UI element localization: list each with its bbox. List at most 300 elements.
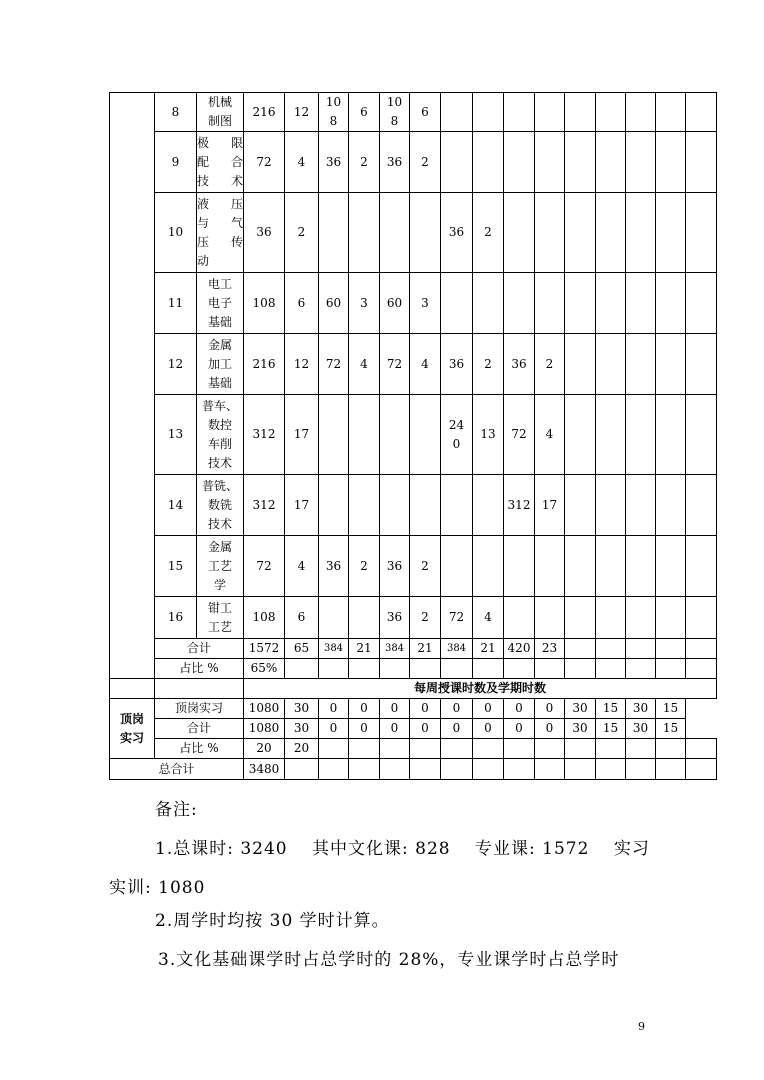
- course-name: [197, 597, 244, 639]
- course-name-part: 技术: [207, 516, 232, 531]
- weekly-header-row: [110, 679, 717, 699]
- internship-label: 顶岗实习: [155, 699, 244, 719]
- s4-credits: 17: [535, 475, 565, 536]
- empty-cell: [155, 679, 244, 699]
- subtotal-s1c: 21: [349, 639, 380, 659]
- course-number: 8: [155, 93, 197, 132]
- internship-value: 30: [285, 719, 319, 739]
- course-name-part: 普铣、: [201, 478, 238, 493]
- s1-credits: [349, 193, 380, 273]
- empty-cell: [319, 739, 349, 759]
- empty-cell: [473, 659, 504, 679]
- internship-value: 0: [473, 699, 504, 719]
- s2-credits: [410, 193, 441, 273]
- s3-credits: [473, 93, 504, 132]
- total-hours: 312: [244, 475, 285, 536]
- s2-credits: [410, 475, 441, 536]
- empty-cell: [565, 536, 596, 597]
- empty-cell: [686, 639, 717, 659]
- s4-hours: 72: [504, 395, 535, 475]
- empty-cell: [596, 475, 626, 536]
- course-name-part: 普车、: [201, 398, 238, 413]
- grand-total-label: 总合计: [110, 759, 244, 780]
- empty-cell: [596, 93, 626, 132]
- empty-cell: [535, 659, 565, 679]
- empty-cell: [626, 193, 656, 273]
- course-name-part: 金属: [207, 337, 232, 352]
- course-name: [197, 334, 244, 395]
- s4-hours: 312: [504, 475, 535, 536]
- internship-ratio-value: 20: [244, 739, 285, 759]
- total-hours: 108: [244, 597, 285, 639]
- s4-hours: [504, 273, 535, 334]
- s3-credits: 2: [473, 193, 504, 273]
- empty-cell: [441, 659, 473, 679]
- course-name: [197, 193, 244, 273]
- s4-credits: 2: [535, 334, 565, 395]
- internship-value: 30: [565, 719, 596, 739]
- course-row: [110, 597, 717, 639]
- empty-cell: [473, 739, 504, 759]
- s2-credits: 2: [410, 132, 441, 193]
- credits: 6: [285, 597, 319, 639]
- empty-cell: [656, 759, 686, 780]
- s2-credits: 3: [410, 273, 441, 334]
- s1-credits: [349, 395, 380, 475]
- s4-hours: [504, 132, 535, 193]
- empty-cell: [565, 759, 596, 780]
- empty-cell: [596, 536, 626, 597]
- s2-credits: 4: [410, 334, 441, 395]
- internship-value: 15: [656, 719, 686, 739]
- empty-cell: [626, 475, 656, 536]
- s2-hours: 36: [380, 132, 410, 193]
- empty-cell: [596, 739, 626, 759]
- total-hours: 108: [244, 273, 285, 334]
- subtotal-s1h: 384: [319, 639, 349, 659]
- course-name-part: 制图: [207, 114, 232, 128]
- s1-credits: 3: [349, 273, 380, 334]
- empty-cell: [596, 659, 626, 679]
- empty-cell: [626, 395, 656, 475]
- s2-hours: 36: [380, 597, 410, 639]
- course-name-part: 液 压: [197, 196, 243, 211]
- empty-cell: [565, 475, 596, 536]
- empty-cell: [596, 395, 626, 475]
- total-hours: 36: [244, 193, 285, 273]
- s1-hours: [319, 395, 349, 475]
- page-number: 9: [638, 1020, 645, 1033]
- empty-cell: [535, 739, 565, 759]
- s2-hours: [380, 475, 410, 536]
- s4-credits: [535, 597, 565, 639]
- s2-credits: [410, 395, 441, 475]
- notes-practice-label: 实习: [613, 839, 650, 859]
- course-table-wrapper: [109, 92, 717, 780]
- s2-hours: 60: [380, 273, 410, 334]
- course-name-part: 机械: [207, 95, 232, 109]
- empty-cell: [565, 273, 596, 334]
- internship-row: [110, 699, 717, 719]
- course-name-part: 电工: [207, 276, 232, 291]
- course-name-part: 基础: [207, 375, 232, 390]
- hours-part: 0: [452, 436, 461, 451]
- course-row: [110, 93, 717, 132]
- internship-value: 0: [380, 699, 410, 719]
- s1-credits: 2: [349, 132, 380, 193]
- empty-cell: [349, 759, 380, 780]
- empty-cell: [565, 132, 596, 193]
- s1-hours: 72: [319, 334, 349, 395]
- empty-cell: [656, 334, 686, 395]
- course-name-part: 工艺: [207, 558, 232, 573]
- s1-credits: 6: [349, 93, 380, 132]
- course-name-part: 数控: [207, 417, 232, 432]
- s1-credits: [349, 597, 380, 639]
- s3-hours: 36: [441, 334, 473, 395]
- course-row: [110, 132, 717, 193]
- empty-cell: [473, 759, 504, 780]
- empty-cell: [626, 93, 656, 132]
- course-name-part: 技术: [207, 455, 232, 470]
- course-name-part: 数铣: [207, 497, 232, 512]
- subtotal-label: 合计: [155, 639, 244, 659]
- empty-cell: [596, 193, 626, 273]
- grand-total-value: 3480: [244, 759, 285, 780]
- empty-cell: [565, 659, 596, 679]
- s2-hours: 36: [380, 536, 410, 597]
- internship-value: 15: [656, 699, 686, 719]
- s1-hours: [319, 193, 349, 273]
- course-name-part: 工艺: [207, 619, 232, 634]
- course-number: 15: [155, 536, 197, 597]
- empty-cell: [565, 334, 596, 395]
- internship-value: 0: [349, 699, 380, 719]
- internship-value: 0: [535, 699, 565, 719]
- empty-cell: [686, 739, 717, 759]
- course-number: 10: [155, 193, 197, 273]
- s1-hours: 60: [319, 273, 349, 334]
- empty-cell: [319, 659, 349, 679]
- course-name-part: 技术: [197, 173, 243, 188]
- grand-total-row: [110, 759, 717, 780]
- s4-hours: [504, 93, 535, 132]
- s3-credits: 13: [473, 395, 504, 475]
- empty-cell: [410, 739, 441, 759]
- credits: 17: [285, 395, 319, 475]
- empty-cell: [504, 739, 535, 759]
- empty-cell: [656, 536, 686, 597]
- empty-cell: [626, 639, 656, 659]
- empty-cell: [380, 659, 410, 679]
- empty-cell: [656, 273, 686, 334]
- hours-part: 8: [390, 114, 399, 128]
- empty-cell: [565, 395, 596, 475]
- notes-line-2: 2.周学时均按 30 学时计算。: [155, 911, 390, 931]
- course-row: [110, 536, 717, 597]
- empty-cell: [596, 639, 626, 659]
- internship-value: 30: [626, 719, 656, 739]
- s1-hours: 36: [319, 132, 349, 193]
- credits: 12: [285, 334, 319, 395]
- internship-value: 1080: [244, 719, 285, 739]
- course-row: [110, 193, 717, 273]
- internship-group-label: [110, 699, 155, 759]
- s3-hours: [441, 475, 473, 536]
- course-name-part: 基础: [207, 314, 232, 329]
- internship-value: 0: [535, 719, 565, 739]
- s2-hours: [380, 93, 410, 132]
- notes-heading: 备注:: [155, 800, 198, 820]
- course-name: [197, 93, 244, 132]
- internship-value: 0: [441, 699, 473, 719]
- empty-cell: [565, 639, 596, 659]
- credits: 4: [285, 132, 319, 193]
- s3-hours: [441, 273, 473, 334]
- s1-credits: [349, 475, 380, 536]
- empty-cell: [380, 739, 410, 759]
- internship-value: 0: [380, 719, 410, 739]
- empty-cell: [686, 536, 717, 597]
- s4-credits: [535, 93, 565, 132]
- s3-credits: [473, 475, 504, 536]
- credits: 17: [285, 475, 319, 536]
- empty-cell: [596, 273, 626, 334]
- empty-cell: [110, 679, 155, 699]
- s2-credits: 2: [410, 536, 441, 597]
- s4-hours: 36: [504, 334, 535, 395]
- empty-cell: [626, 273, 656, 334]
- internship-ratio-label: 占比 %: [155, 739, 244, 759]
- s2-hours: [380, 395, 410, 475]
- course-row: [110, 334, 717, 395]
- course-table-body: [110, 93, 717, 780]
- credits: 2: [285, 193, 319, 273]
- empty-cell: [504, 759, 535, 780]
- empty-cell: [626, 759, 656, 780]
- s3-hours: [441, 395, 473, 475]
- empty-cell: [656, 475, 686, 536]
- internship-value: 0: [410, 699, 441, 719]
- empty-cell: [565, 739, 596, 759]
- empty-cell: [626, 334, 656, 395]
- notes-culture-hours: 其中文化课: 828: [312, 839, 451, 859]
- empty-cell: [626, 739, 656, 759]
- empty-cell: [285, 659, 319, 679]
- internship-label: 合计: [155, 719, 244, 739]
- empty-cell: [686, 273, 717, 334]
- hours-part: 8: [329, 114, 338, 128]
- empty-cell: [441, 739, 473, 759]
- s3-hours: 72: [441, 597, 473, 639]
- empty-cell: [380, 759, 410, 780]
- empty-cell: [656, 193, 686, 273]
- hours-part: 10: [386, 95, 403, 109]
- notes-total-hours: 1.总课时: 3240: [155, 839, 288, 859]
- course-name: [197, 475, 244, 536]
- notes-line-3: 3.文化基础课学时占总学时的 28%，专业课学时占总学时: [158, 950, 620, 970]
- course-name-part: 钳工: [207, 600, 232, 615]
- internship-value: 0: [319, 699, 349, 719]
- course-name: [197, 273, 244, 334]
- course-number: 9: [155, 132, 197, 193]
- empty-cell: [565, 597, 596, 639]
- s1-hours: [319, 475, 349, 536]
- hours-part: 10: [325, 95, 342, 109]
- empty-cell: [626, 597, 656, 639]
- s4-hours: [504, 193, 535, 273]
- empty-cell: [656, 132, 686, 193]
- s1-hours: 36: [319, 536, 349, 597]
- s2-hours: [380, 193, 410, 273]
- course-name-part: 车削: [207, 436, 232, 451]
- empty-cell: [410, 759, 441, 780]
- subtotal-credit: 65: [285, 639, 319, 659]
- course-schedule-table: [109, 92, 717, 780]
- empty-cell: [565, 193, 596, 273]
- s1-hours: [319, 597, 349, 639]
- credits: 4: [285, 536, 319, 597]
- internship-value: 0: [504, 699, 535, 719]
- course-number: 12: [155, 334, 197, 395]
- empty-cell: [686, 334, 717, 395]
- empty-cell: [626, 132, 656, 193]
- course-name: [197, 395, 244, 475]
- s1-credits: 4: [349, 334, 380, 395]
- total-hours: 216: [244, 334, 285, 395]
- empty-cell: [565, 93, 596, 132]
- s3-hours: [441, 93, 473, 132]
- s4-credits: 4: [535, 395, 565, 475]
- credits: 6: [285, 273, 319, 334]
- course-name-part: 与 气: [197, 215, 243, 230]
- empty-cell: [626, 536, 656, 597]
- subtotal-s3h: 384: [441, 639, 473, 659]
- empty-cell: [656, 739, 686, 759]
- internship-value: 0: [473, 719, 504, 739]
- course-name-part: 金属: [207, 539, 232, 554]
- internship-value: 30: [285, 699, 319, 719]
- empty-cell: [441, 759, 473, 780]
- empty-cell: [656, 597, 686, 639]
- empty-cell: [596, 132, 626, 193]
- empty-cell: [686, 759, 717, 780]
- course-number: 14: [155, 475, 197, 536]
- empty-cell: [596, 334, 626, 395]
- total-hours: 312: [244, 395, 285, 475]
- empty-cell: [656, 395, 686, 475]
- empty-cell: [656, 659, 686, 679]
- notes-line-1: [155, 834, 715, 859]
- empty-cell: [656, 639, 686, 659]
- subtotal-s3c: 21: [473, 639, 504, 659]
- course-name-part: 动: [197, 253, 210, 268]
- s3-hours: [441, 132, 473, 193]
- course-number: 16: [155, 597, 197, 639]
- empty-cell: [686, 659, 717, 679]
- empty-cell: [686, 395, 717, 475]
- s3-credits: [473, 132, 504, 193]
- s4-hours: [504, 597, 535, 639]
- s3-credits: 4: [473, 597, 504, 639]
- course-row: [110, 475, 717, 536]
- subtotal-total: 1572: [244, 639, 285, 659]
- s4-hours: [504, 536, 535, 597]
- subtotal-row: [110, 639, 717, 659]
- course-name-part: 配 合: [197, 154, 243, 169]
- total-hours: 72: [244, 536, 285, 597]
- internship-value: 0: [410, 719, 441, 739]
- internship-value: 0: [319, 719, 349, 739]
- empty-cell: [349, 739, 380, 759]
- course-row: [110, 273, 717, 334]
- s3-credits: 2: [473, 334, 504, 395]
- empty-cell: [596, 759, 626, 780]
- empty-cell: [656, 93, 686, 132]
- empty-cell: [686, 193, 717, 273]
- s1-credits: 2: [349, 536, 380, 597]
- course-name-part: 学: [213, 577, 226, 592]
- internship-value: 0: [349, 719, 380, 739]
- course-number: 11: [155, 273, 197, 334]
- ratio-value: 65%: [244, 659, 285, 679]
- total-hours: 72: [244, 132, 285, 193]
- empty-cell: [410, 659, 441, 679]
- s2-credits: 6: [410, 93, 441, 132]
- weekly-header: 每周授课时数及学期时数: [244, 679, 717, 699]
- s3-hours: [441, 536, 473, 597]
- internship-value: 1080: [244, 699, 285, 719]
- credits: 12: [285, 93, 319, 132]
- internship-ratio-value: 20: [285, 739, 319, 759]
- s4-credits: [535, 132, 565, 193]
- internship-value: 0: [441, 719, 473, 739]
- internship-ratio-row: [110, 739, 717, 759]
- s4-credits: [535, 273, 565, 334]
- empty-cell: [504, 659, 535, 679]
- empty-cell: [349, 659, 380, 679]
- subtotal-s2h: 384: [380, 639, 410, 659]
- s3-hours: 36: [441, 193, 473, 273]
- course-name-part: 极 限: [197, 135, 243, 150]
- internship-value: 15: [596, 699, 626, 719]
- course-name-part: 电子: [207, 295, 232, 310]
- internship-value: 30: [626, 699, 656, 719]
- s3-credits: [473, 273, 504, 334]
- empty-cell: [686, 93, 717, 132]
- empty-cell: [686, 597, 717, 639]
- subtotal-s2c: 21: [410, 639, 441, 659]
- internship-value: 0: [504, 719, 535, 739]
- empty-cell: [285, 759, 319, 780]
- subtotal-s4c: 23: [535, 639, 565, 659]
- s4-credits: [535, 536, 565, 597]
- total-hours: 216: [244, 93, 285, 132]
- empty-cell: [626, 659, 656, 679]
- course-name-part: 压 传: [197, 234, 243, 249]
- ratio-row: [110, 659, 717, 679]
- s1-hours: [319, 93, 349, 132]
- notes-line-1-continued: 实训: 1080: [109, 878, 206, 898]
- category-cell: [110, 93, 155, 679]
- internship-value: 30: [565, 699, 596, 719]
- course-number: 13: [155, 395, 197, 475]
- empty-cell: [319, 759, 349, 780]
- course-name: [197, 536, 244, 597]
- s2-credits: 2: [410, 597, 441, 639]
- s3-credits: [473, 536, 504, 597]
- ratio-label: 占比 %: [155, 659, 244, 679]
